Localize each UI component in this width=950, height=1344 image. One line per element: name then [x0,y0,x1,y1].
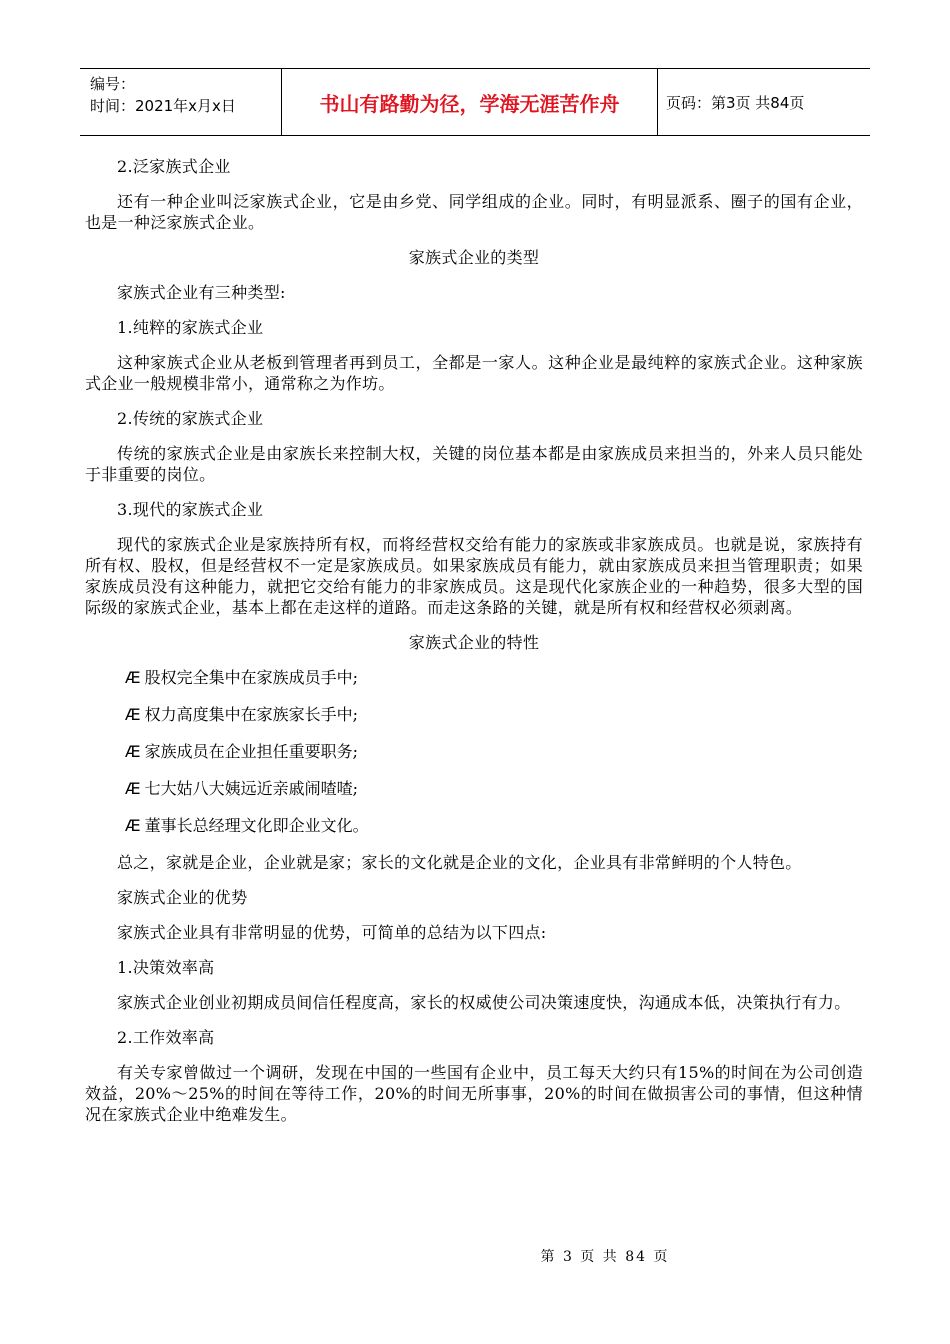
bullet-mark: Æ [125,742,141,761]
bullet-text: 家族成员在企业担任重要职务; [144,742,358,761]
page-header [80,68,870,136]
section-heading: 2.工作效率高 [117,1028,215,1047]
section-heading: 3.现代的家族式企业 [117,500,264,519]
bullet-item [85,741,863,762]
bullet-mark: Æ [125,668,141,687]
body-paragraph: 总之，家就是企业，企业就是家；家长的文化就是企业的文化，企业具有非常鲜明的个人特色。 [117,853,802,872]
body-paragraph: 还有一种企业叫泛家族式企业，它是由乡党、同学组成的企业。同时，有明显派系、圈子的国有企业，也是一种泛家族式企业。 [85,192,863,232]
header-page-info: 页码：第3页 共84页 [666,93,805,112]
body-paragraph: 家族式企业创业初期成员间信任程度高，家长的权威使公司决策速度快，沟通成本低，决策执行有力。 [117,993,851,1012]
document-body [85,156,863,1139]
bullet-text: 董事长总经理文化即企业文化。 [144,816,369,835]
header-slogan: 书山有路勤为径，学海无涯苦作舟 [282,69,658,135]
page-footer: 第 3 页 共 84 页 [540,1249,670,1265]
section-title: 家族式企业的类型 [408,248,540,267]
bullet-mark: Æ [125,705,141,724]
body-paragraph: 这种家族式企业从老板到管理者再到员工，全都是一家人。这种企业是最纯粹的家族式企业。这种家族式企业一般规模非常小，通常称之为作坊。 [85,353,863,393]
bullet-item [85,815,863,836]
section-heading: 1.决策效率高 [117,958,215,977]
document-time-label: 时间：2021年x月x日 [90,97,236,115]
bullet-mark: Æ [125,779,141,798]
bullet-item [85,667,863,688]
body-paragraph: 传统的家族式企业是由家族长来控制大权，关键的岗位基本都是由家族成员来担当的，外来人员只能处于非重要的岗位。 [85,444,863,484]
body-paragraph: 现代的家族式企业是家族持所有权，而将经营权交给有能力的家族或非家族成员。也就是说，家族持有所有权、股权，但是经营权不一定是家族成员。如果家族成员有能力，就由家族成员来担当管理职责；如果家族成员没有这种能力，就把它交给有能力的非家族成员。这是现代化家族企业的一种趋势，很多大型的国际级的家族式企业，基本上都在走这样的道路。而走这条路的关键，就是所有权和经营权必须剥离。 [85,535,863,617]
bullet-text: 股权完全集中在家族成员手中; [144,668,358,687]
bullet-text: 七大姑八大姨远近亲戚闹喳喳; [144,779,358,798]
document-number-label: 编号： [90,75,136,93]
body-paragraph: 家族式企业有三种类型: [117,283,286,302]
bullet-item [85,778,863,799]
header-left-cell [80,69,282,135]
section-heading: 家族式企业的优势 [117,888,248,907]
section-heading: 2.传统的家族式企业 [117,409,264,428]
bullet-mark: Æ [125,816,141,835]
section-title: 家族式企业的特性 [408,633,540,652]
section-heading: 1.纯粹的家族式企业 [117,318,264,337]
body-paragraph: 家族式企业具有非常明显的优势，可简单的总结为以下四点: [117,923,547,942]
bullet-text: 权力高度集中在家族家长手中; [144,705,358,724]
body-paragraph: 有关专家曾做过一个调研，发现在中国的一些国有企业中，员工每天大约只有15%的时间在为公司创造效益，20%～25%的时间在等待工作，20%的时间无所事事，20%的时间在做损害公司的事情，但这种情况在家族式企业中绝难发生。 [85,1063,863,1124]
bullet-item [85,704,863,725]
section-heading: 2.泛家族式企业 [117,157,231,176]
